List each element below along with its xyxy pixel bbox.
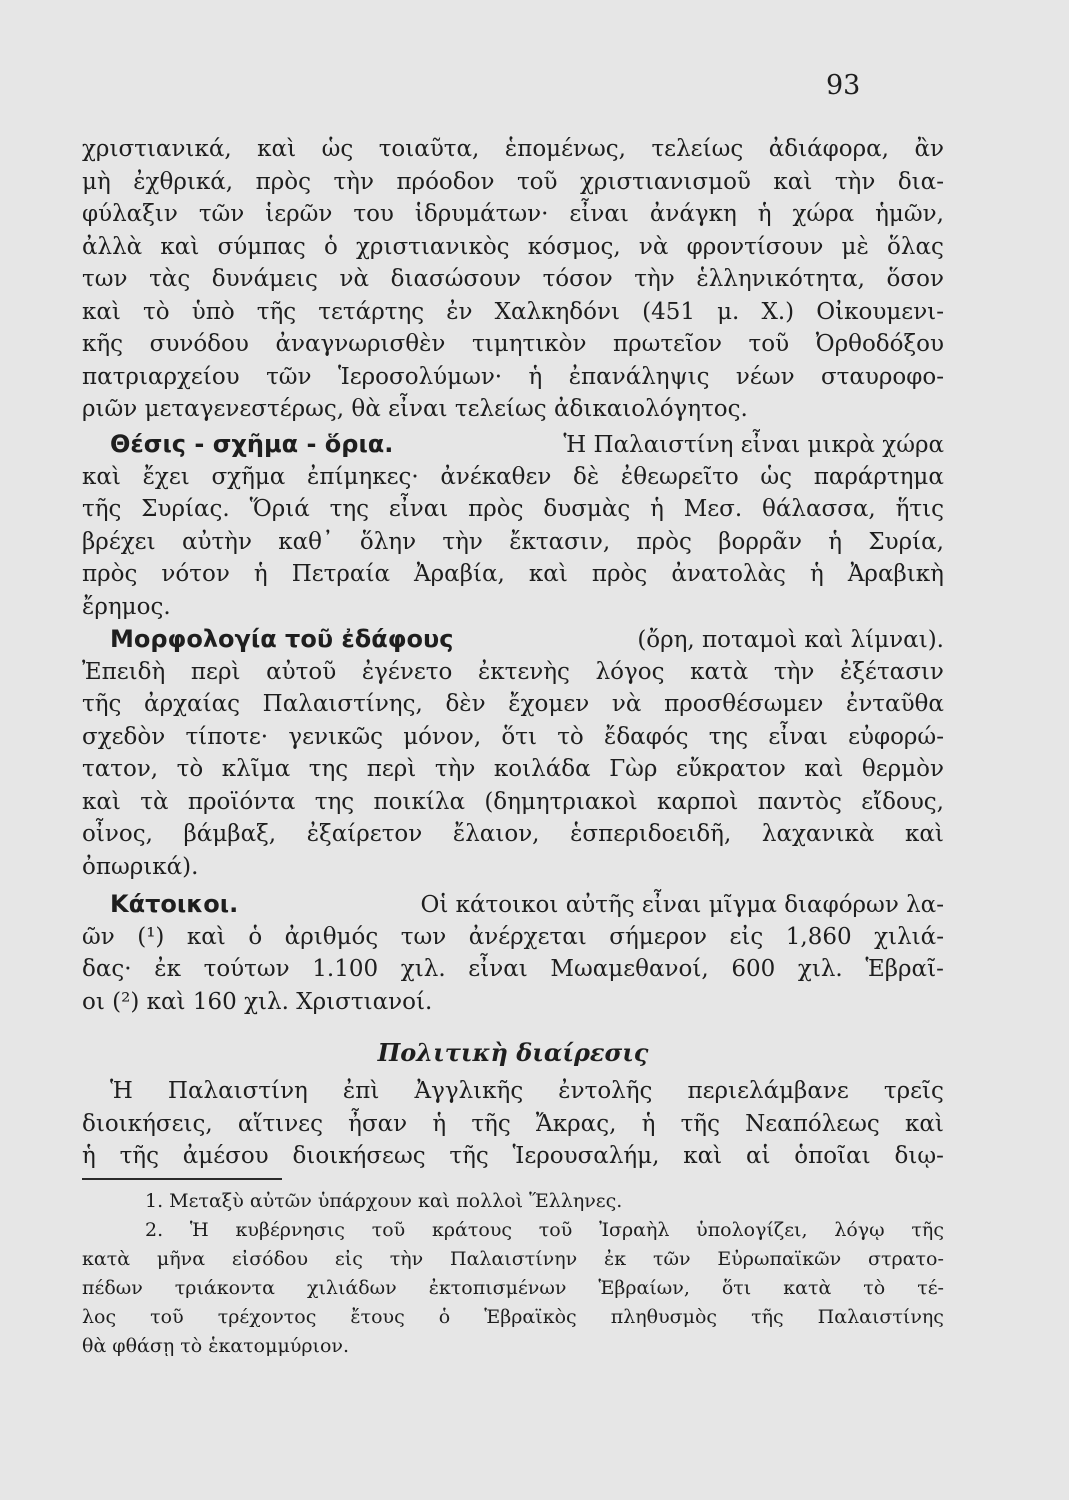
section-first-line xyxy=(82,888,944,921)
text-line: σχεδὸν τίποτε· γενικῶς μόνον, ὅτι τὸ ἔδαφός της εἶναι εὐφορώ- xyxy=(82,723,944,750)
section-first-line-text: (ὄρη, ποταμοὶ καὶ λίμναι). xyxy=(637,627,944,653)
text-line: ὀπωρικά). xyxy=(82,853,199,880)
section-morphology xyxy=(82,623,944,883)
text-line: ῶν (¹) καὶ ὁ ἀριθμός των ἀνέρχεται σήμερον εἰς 1,860 χιλιά- xyxy=(82,923,944,950)
text-line: καὶ τὰ προϊόντα της ποικίλα (δημητριακοὶ καρποὶ παντὸς εἴδους, xyxy=(82,788,944,815)
footnote-line: κατὰ μῆνα εἰσόδου εἰς τὴν Παλαιστίνην ἐκ τῶν Εὐρωπαϊκῶν στρατο- xyxy=(82,1248,944,1270)
text-line: πρὸς νότον ἡ Πετραία Ἀραβία, καὶ πρὸς ἀνατολὰς ἡ Ἀραβικὴ xyxy=(82,561,944,587)
text-line: Ἡ Παλαιστίνη ἐπὶ Ἀγγλικῆς ἐντολῆς περιελάμβανε τρεῖς xyxy=(110,1078,944,1104)
section-first-line xyxy=(82,623,944,656)
text-line: κῆς συνόδου ἀναγνωρισθὲν τιμητικὸν πρωτεῖον τοῦ Ὀρθοδόξου xyxy=(82,331,944,357)
text-line: των τὰς δυνάμεις νὰ διασώσουν τόσον τὴν ἑλληνικότητα, ὅσον xyxy=(82,266,944,292)
section-political xyxy=(82,1037,944,1070)
page-number: 93 xyxy=(826,70,861,101)
section-thesis xyxy=(82,428,944,623)
text-line: καὶ ἔχει σχῆμα ἐπίμηκες· ἀνέκαθεν δὲ ἐθεωρεῖτο ὡς παράρτημα xyxy=(82,463,944,490)
text-line: τατον, τὸ κλῖμα της περὶ τὴν κοιλάδα Γὼρ εὔκρατον καὶ θερμὸν xyxy=(82,756,944,782)
text-line: ἔρημος. xyxy=(82,593,171,620)
text-line: ἡ τῆς ἀμέσου διοικήσεως τῆς Ἱερουσαλήμ, καὶ αἱ ὁποῖαι διῳ- xyxy=(82,1143,944,1169)
footnote-line: θὰ φθάσῃ τὸ ἑκατομμύριον. xyxy=(82,1335,350,1357)
section-heading: Κάτοικοι. xyxy=(110,890,239,918)
text-line: χριστιανικά, καὶ ὡς τοιαῦτα, ἑπομένως, τελείως ἀδιάφορα, ἂν xyxy=(82,136,944,162)
text-line: ριῶν μεταγενεστέρως, θὰ εἶναι τελείως ἀδικαιολόγητος. xyxy=(82,396,748,422)
text-line: διοικήσεις, αἵτινες ἦσαν ἡ τῆς Ἄκρας, ἡ τῆς Νεαπόλεως καὶ xyxy=(82,1110,944,1137)
footnote: 2. Ἡ κυβέρνησις τοῦ κράτους τοῦ Ἰσραὴλ ὑπολογίζει, λόγῳ τῆς xyxy=(145,1219,944,1241)
text-line: οἶνος, βάμβαξ, ἐξαίρετον ἔλαιον, ἑσπεριδοειδῆ, λαχανικὰ καὶ xyxy=(82,821,944,847)
footnotes xyxy=(82,1187,944,1361)
text-line: οι (²) καὶ 160 χιλ. Χριστιανοί. xyxy=(82,988,433,1015)
section-heading: Θέσις - σχῆμα - ὅρια. xyxy=(110,430,394,458)
text-line: φύλαξιν τῶν ἱερῶν του ἱδρυμάτων· εἶναι ἀνάγκη ἡ χώρα ἡμῶν, xyxy=(82,201,944,227)
text-line: τῆς Συρίας. Ὅριά της εἶναι πρὸς δυσμὰς ἡ Μεσ. θάλασσα, ἥτις xyxy=(82,496,944,522)
footnote-rule xyxy=(82,1178,282,1180)
text-line: βρέχει αὐτὴν καθ᾽ ὅλην τὴν ἔκτασιν, πρὸς βορρᾶν ἡ Συρία, xyxy=(82,528,944,555)
text-line: πατριαρχείου τῶν Ἱεροσολύμων· ἡ ἐπανάληψις νέων σταυροφο- xyxy=(82,363,944,390)
text-line: μὴ ἐχθρικά, πρὸς τὴν πρόοδον τοῦ χριστιανισμοῦ καὶ τὴν δια- xyxy=(82,168,944,195)
text-line: Ἐπειδὴ περὶ αὐτοῦ ἐγένετο ἐκτενὴς λόγος κατὰ τὴν ἐξέτασιν xyxy=(82,658,944,685)
political-paragraph xyxy=(82,1075,944,1173)
text-line: τῆς ἀρχαίας Παλαιστίνης, δὲν ἔχομεν νὰ προσθέσωμεν ἐνταῦθα xyxy=(82,691,944,717)
section-inhabitants xyxy=(82,888,944,1018)
footnote: 1. Μεταξὺ αὐτῶν ὑπάρχουν καὶ πολλοὶ Ἕλληνες. xyxy=(145,1190,623,1212)
text-line: δας· ἐκ τούτων 1.100 χιλ. εἶναι Μωαμεθανοί, 600 χιλ. Ἑβραῖ- xyxy=(82,956,944,982)
text-line: ἀλλὰ καὶ σύμπας ὁ χριστιανικὸς κόσμος, νὰ φροντίσουν μὲ ὅλας xyxy=(82,233,944,260)
footnote-line: λος τοῦ τρέχοντος ἔτους ὁ Ἑβραϊκὸς πληθυσμὸς τῆς Παλαιστίνης xyxy=(82,1306,944,1328)
section-first-line-text: Οἱ κάτοικοι αὐτῆς εἶναι μῖγμα διαφόρων λα- xyxy=(420,892,944,918)
section-first-line xyxy=(82,428,944,461)
footnote-line: πέδων τριάκοντα χιλιάδων ἐκτοπισμένων Ἑβραίων, ὅτι κατὰ τὸ τέ- xyxy=(82,1277,944,1299)
intro-paragraph xyxy=(82,133,944,426)
section-title: Πολιτικὴ διαίρεσις xyxy=(377,1038,649,1067)
section-first-line-text: Ἡ Παλαιστίνη εἶναι μικρὰ χώρα xyxy=(563,432,944,458)
section-heading: Μορφολογία τοῦ ἐδάφους xyxy=(110,625,454,653)
section-title-line xyxy=(82,1037,944,1070)
text-line: καὶ τὸ ὑπὸ τῆς τετάρτης ἐν Χαλκηδόνι (451 μ. Χ.) Οἰκουμενι- xyxy=(82,298,944,325)
